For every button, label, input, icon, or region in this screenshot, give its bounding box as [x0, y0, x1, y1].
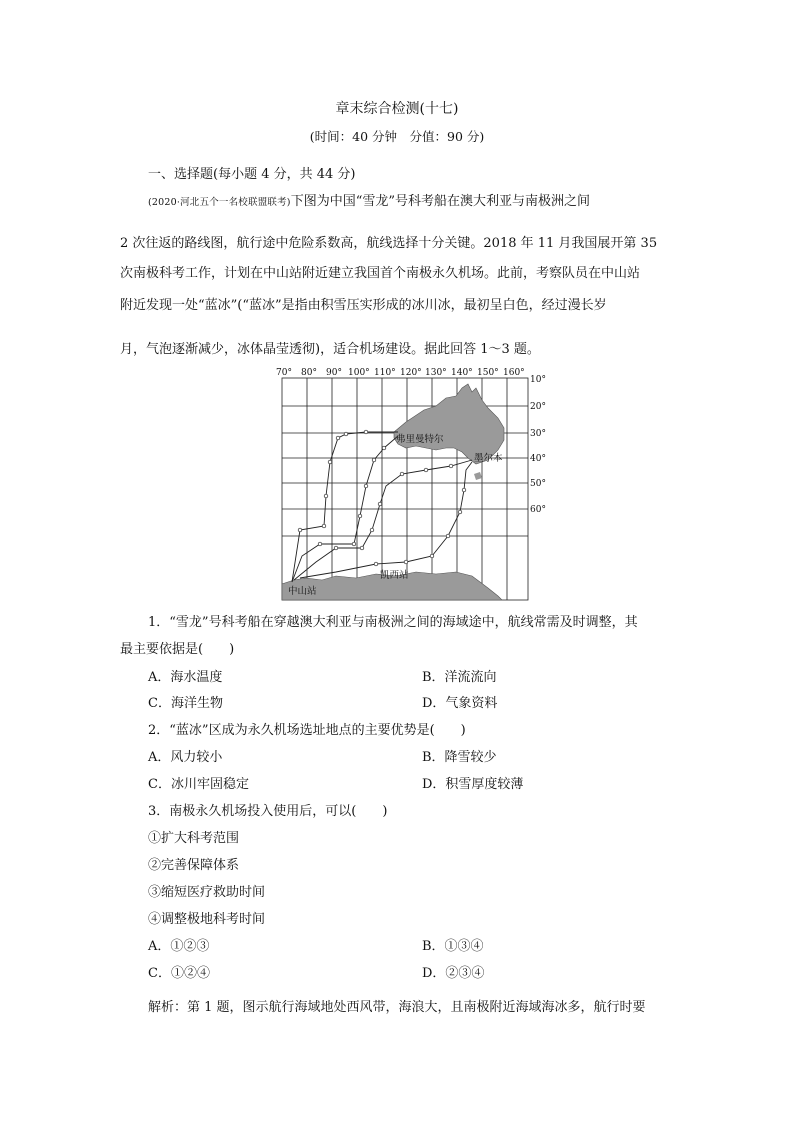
intro-line-3: 次南极科考工作，计划在中山站附近建立我国首个南极永久机场。此前，考察队员在中山站 — [120, 266, 641, 281]
q1-option-d[interactable]: D．气象资料 — [422, 696, 498, 711]
route-map — [276, 366, 552, 602]
q3-statement-1: ①扩大科考范围 — [148, 831, 240, 846]
australia-landmass — [394, 384, 504, 464]
q2-option-b[interactable]: B．降雪较少 — [422, 750, 497, 765]
question-1-stem: 1．“雪龙”号科考船在穿越澳大利亚与南极洲之间的海域途中，航线常需及时调整，其 — [148, 615, 638, 630]
lon-label: 120° — [400, 368, 422, 378]
q1-option-a[interactable]: A．海水温度 — [148, 670, 223, 685]
lon-label: 70° — [276, 368, 292, 378]
lon-label: 150° — [477, 368, 499, 378]
lon-label: 130° — [425, 368, 447, 378]
place-fremantle: 弗里曼特尔 — [396, 434, 444, 445]
lat-label: 50° — [530, 479, 546, 489]
lat-label: 60° — [530, 505, 546, 515]
q2-option-d[interactable]: D．积雪厚度较薄 — [422, 777, 524, 792]
q3-option-d[interactable]: D．②③④ — [422, 966, 485, 981]
q2-option-a[interactable]: A．风力较小 — [148, 750, 223, 765]
lon-label: 140° — [451, 368, 473, 378]
q1-option-b[interactable]: B．洋流流向 — [422, 670, 497, 685]
intro-text: 下图为中国“雪龙”号科考船在澳大利亚与南极洲之间 — [290, 194, 591, 209]
lat-label: 30° — [530, 429, 546, 439]
q3-option-c[interactable]: C．①②④ — [148, 966, 210, 981]
q2-option-c[interactable]: C．冰川牢固稳定 — [148, 777, 249, 792]
question-2-stem: 2．“蓝冰”区成为永久机场选址地点的主要优势是( ) — [148, 723, 466, 738]
q3-statement-3: ③缩短医疗救助时间 — [148, 885, 266, 900]
analysis-text: 解析：第 1 题，图示航行海域地处西风带，海浪大，且南极附近海域海冰多，航行时要 — [148, 1000, 646, 1015]
intro-line-2: 2 次往返的路线图，航行途中危险系数高，航线选择十分关键。2018 年 11 月我国展开第 35 — [120, 236, 658, 251]
lon-label: 80° — [301, 368, 317, 378]
lat-label: 40° — [530, 454, 546, 464]
place-casey: 凯西站 — [380, 570, 409, 581]
lat-label: 10° — [530, 375, 546, 385]
lon-label: 160° — [503, 368, 525, 378]
q3-option-a[interactable]: A．①②③ — [148, 939, 210, 954]
lat-label: 20° — [530, 402, 546, 412]
lon-label: 110° — [374, 368, 396, 378]
intro-source: (2020·河北五个一名校联盟联考) — [148, 197, 291, 208]
q3-option-b[interactable]: B．①③④ — [422, 939, 484, 954]
intro-line-1 — [148, 190, 590, 209]
intro-line-4: 附近发现一处“蓝冰”(“蓝冰”是指由积雪压实形成的冰川冰，最初呈白色，经过漫长岁 — [120, 298, 607, 313]
lon-label: 100° — [348, 368, 370, 378]
q3-statement-2: ②完善保障体系 — [148, 858, 240, 873]
question-1-stem-cont: 最主要依据是( ) — [120, 642, 235, 657]
exam-meta: (时间：40 分钟 分值：90 分) — [309, 129, 485, 144]
question-3-stem: 3．南极永久机场投入使用后，可以( ) — [148, 804, 388, 819]
section-heading: 一、选择题(每小题 4 分，共 44 分) — [148, 167, 356, 182]
q1-option-c[interactable]: C．海洋生物 — [148, 696, 223, 711]
q3-statement-4: ④调整极地科考时间 — [148, 912, 266, 927]
lon-label: 90° — [326, 368, 342, 378]
intro-line-5: 月，气泡逐渐减少，冰体晶莹透彻)，适合机场建设。据此回答 1～3 题。 — [120, 342, 540, 357]
page-title: 章末综合检测(十七) — [335, 101, 459, 117]
place-zhongshan: 中山站 — [288, 586, 317, 597]
place-melbourne: 墨尔本 — [474, 453, 503, 464]
tasmania — [474, 472, 482, 480]
